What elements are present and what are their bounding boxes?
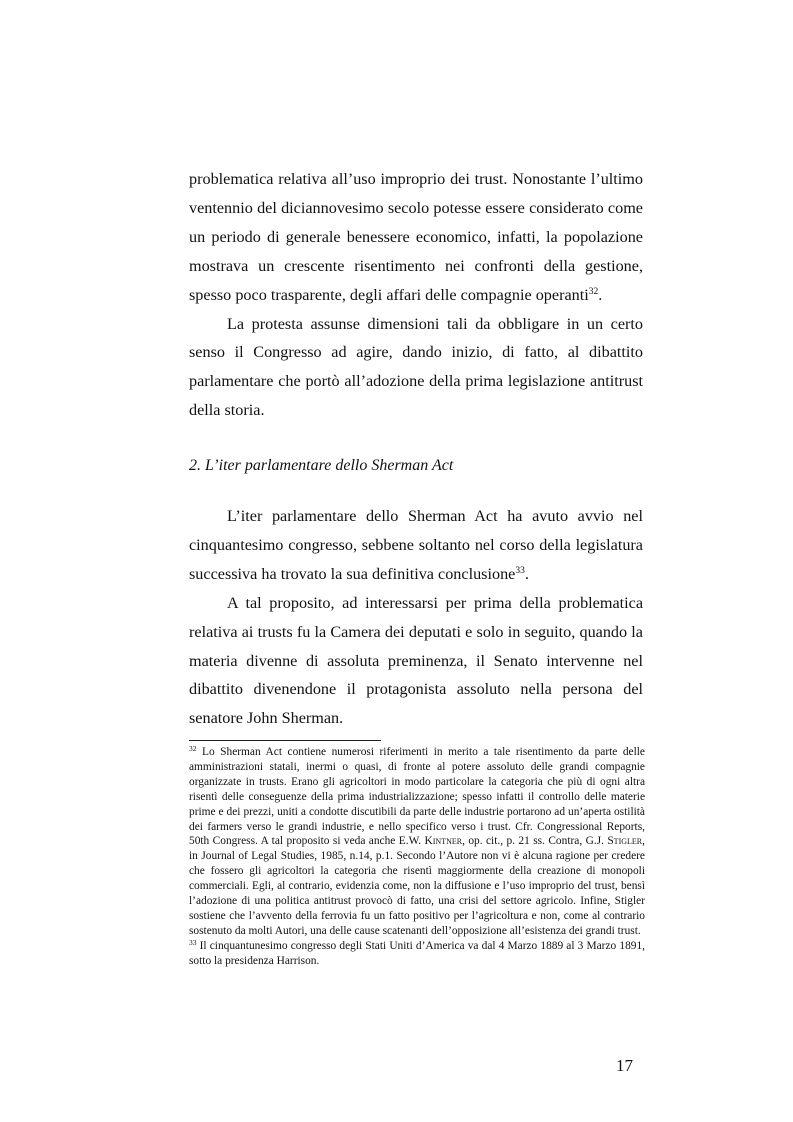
- main-text-top: [189, 165, 643, 425]
- footnote-text: , in Journal of Legal Studies, 1985, n.14, p.1. Secondo l’Autore non vi è alcuna ragione per credere che fossero gli agricoltori la categoria che risentì maggiormente della creazione di monopoli commerciali. Egli, al contrario, evidenzia come, non la diffusione e l’uso improprio del trust, bensì l’adozione di una politica antitrust provocò di fatto, una crisi del settore agricolo. Infine, Stigler sostiene che l’avvento della ferrovia fu un fatto positivo per l’agricoltura e non, come al contrario sostenuto da molti Autori, una delle cause scatenanti dell’opposizione all’esistenza dei grandi trust.: [189, 835, 645, 937]
- footnote-ref-33[interactable]: 33: [515, 565, 525, 576]
- footnote-mark: 33: [189, 937, 197, 947]
- footnote-text: Lo Sherman Act contiene numerosi riferimenti in merito a tale risentimento da parte delle amministrazioni statali, inermi o quasi, di fronte al potere assoluto delle grandi compagnie organizzate in trusts. Erano gli agricoltori in modo particolare la categoria che più di ogni altra risentì delle conseguenze della prima industrializzazione; spesso infatti il controllo delle materie prime e dei prezzi, uniti a condotte discutibili da parte delle industrie portarono ad un’aperta ostilità dei farmers verso le grandi industrie, e nello specifico verso i trust. Cfr. Congressional Reports, 50th Congress. A tal proposito si veda anche E.W.: [189, 746, 645, 848]
- footnotes: [189, 745, 645, 969]
- paragraph-camera: A tal proposito, ad interessarsi per prima della problematica relativa ai trusts fu la Camera dei deputati e solo in seguito, quando la materia divenne di assoluta preminenza, il Senato intervenne nel dibattito divenendone il protagonista assoluto nella persona del senatore John Sherman.: [189, 593, 643, 728]
- paragraph-text: problematica relativa all’uso improprio dei trust. Nonostante l’ultimo ventennio del diciannovesimo secolo potesse essere considerato come un periodo di generale benessere economico, infatti, la popolazione mostrava un crescente risentimento nei confronti della gestione, spesso poco trasparente, degli affari delle compagnie operanti: [189, 170, 643, 304]
- author-name: Stigler: [607, 835, 643, 848]
- author-name: Kintner: [424, 835, 463, 848]
- footnote-text: Il cinquantunesimo congresso degli Stati Uniti d’America va dal 4 Marzo 1889 al 3 Marzo 1891, sotto la presidenza Harrison.: [189, 939, 645, 967]
- main-text-section: [189, 502, 643, 733]
- paragraph-iter: [189, 502, 643, 589]
- footnote-32: [189, 745, 645, 939]
- footnote-ref-32[interactable]: 32: [588, 286, 599, 297]
- paragraph-end: .: [598, 285, 603, 304]
- footnote-divider: [189, 740, 381, 741]
- section-heading: 2. L’iter parlamentare dello Sherman Act: [189, 457, 454, 474]
- paragraph-end: .: [524, 564, 529, 583]
- footnote-mark: 32: [189, 744, 197, 753]
- footnote-33: [189, 939, 645, 969]
- footnote-text: , op. cit., p. 21 ss. Contra, G.J.: [462, 835, 608, 848]
- paragraph-text: L’iter parlamentare dello Sherman Act ha avuto avvio nel cinquantesimo congresso, sebbene soltanto nel corso della legislatura successiva ha trovato la sua definitiva conclusione: [189, 507, 643, 583]
- paragraph-continuation: [189, 165, 643, 310]
- page-number: 17: [616, 1056, 633, 1075]
- paragraph-protest: La protesta assunse dimensioni tali da obbligare in un certo senso il Congresso ad agire, dando inizio, di fatto, al dibattito parlamentare che portò all’adozione della prima legislazione antitrust della storia.: [189, 314, 643, 420]
